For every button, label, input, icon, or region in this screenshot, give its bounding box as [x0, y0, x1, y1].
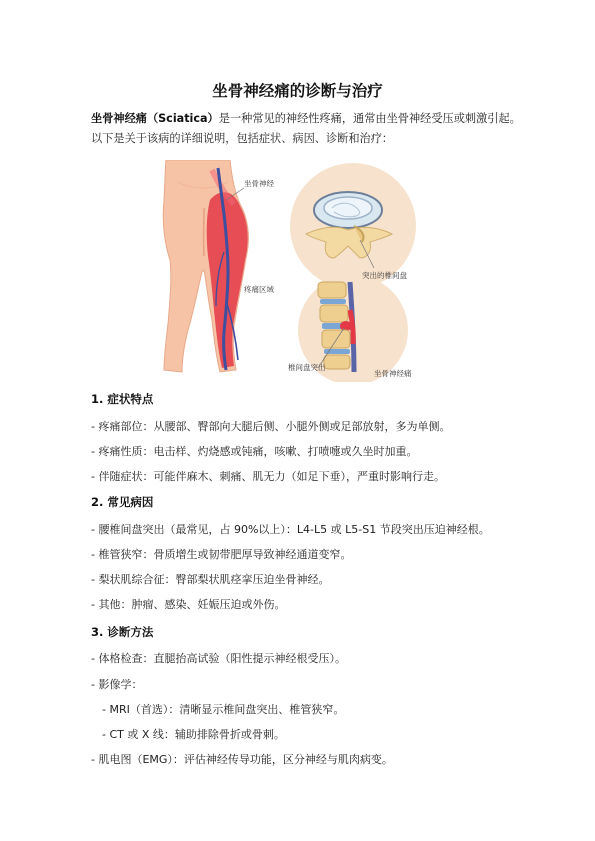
sciatica-illustration — [148, 160, 438, 382]
list-item: - 其他：肿瘤、感染、妊娠压迫或外伤。 — [91, 598, 286, 611]
list-item: - 影像学： — [91, 678, 143, 691]
intro-line-2: 以下是关于该病的详细说明，包括症状、病因、诊断和治疗： — [91, 132, 394, 145]
list-item: - 梨状肌综合征：臀部梨状肌痉挛压迫坐骨神经。 — [91, 573, 330, 586]
list-item: - 肌电图（EMG）：评估神经传导功能，区分神经与肌肉病变。 — [91, 753, 393, 766]
label-sciatic-nerve: 坐骨神经 — [244, 179, 274, 188]
label-pain-area: 疼痛区域 — [244, 285, 274, 294]
list-item: - 疼痛部位：从腰部、臀部向大腿后侧、小腿外侧或足部放射，多为单侧。 — [91, 420, 451, 433]
disc-1 — [320, 299, 346, 304]
disc-nucleus — [324, 197, 372, 219]
list-item: - 伴随症状：可能伴麻木、刺痛、肌无力（如足下垂），严重时影响行走。 — [91, 470, 445, 483]
list-item-sub: - MRI（首选）：清晰显示椎间盘突出、椎管狭窄。 — [102, 703, 345, 716]
vertebra-4 — [324, 355, 350, 369]
list-item: - 疼痛性质：电击样、灼烧感或钝痛，咳嗽、打喷嚏或久坐时加重。 — [91, 445, 418, 458]
intro-line-1 — [91, 109, 531, 129]
section-heading-symptoms: 1. 症状特点 — [91, 392, 154, 406]
section-heading-causes: 2. 常见病因 — [91, 495, 154, 509]
page-title: 坐骨神经痛的诊断与治疗 — [212, 82, 383, 100]
label-disc-herniation: 椎间盘突出 — [288, 363, 326, 372]
list-item: - 体格检查：直腿抬高试验（阳性提示神经根受压）。 — [91, 652, 346, 665]
list-item: - 腰椎间盘突出（最常见，占 90%以上）：L4-L5 或 L5-S1 节段突出压迫神经根。 — [91, 523, 490, 536]
section-heading-diagnosis: 3. 诊断方法 — [91, 625, 154, 639]
list-item-sub: - CT 或 X 线：辅助排除骨折或骨刺。 — [102, 728, 285, 741]
vertebra-3 — [322, 330, 350, 348]
intro-term: 坐骨神经痛（Sciatica） — [91, 112, 219, 125]
vertebra-2 — [320, 305, 348, 322]
vertebra-1 — [318, 282, 346, 298]
list-item: - 椎管狭窄：骨质增生或韧带肥厚导致神经通道变窄。 — [91, 548, 352, 561]
intro-line-1-rest: 是一种常见的神经性疼痛，通常由坐骨神经受压或刺激引起。 — [218, 112, 521, 125]
label-sciatic-nerve-2: 坐骨神经痛 — [374, 369, 412, 378]
label-herniated-disc: 突出的椎间盘 — [362, 271, 407, 280]
intro-paragraph — [91, 109, 531, 149]
